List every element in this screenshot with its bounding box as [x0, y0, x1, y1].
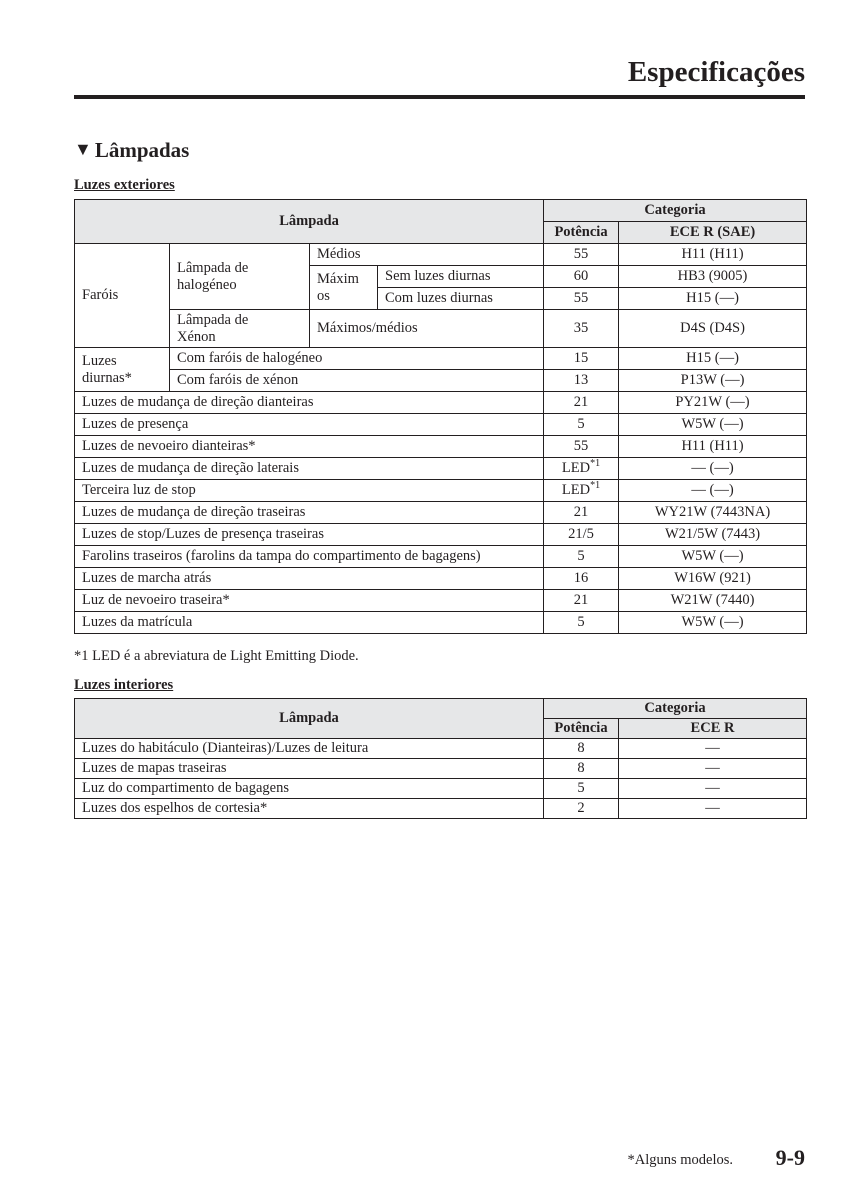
table-row — [75, 546, 807, 568]
header-power: Potência — [544, 222, 619, 244]
medios-power: 55 — [544, 244, 619, 266]
xenon-category: D4S (D4S) — [619, 310, 807, 348]
lamp-name: Luzes de mapas traseiras — [75, 759, 544, 779]
table-row — [75, 612, 807, 634]
header-category: Categoria — [544, 699, 807, 719]
header-power: Potência — [544, 719, 619, 739]
lamp-name: Luzes de stop/Luzes de presença traseiras — [75, 524, 544, 546]
lamp-power: 21/5 — [544, 524, 619, 546]
table-row — [75, 392, 807, 414]
lamp-category: — — [619, 739, 807, 759]
lamp-power: 5 — [544, 779, 619, 799]
lamp-category: — — [619, 779, 807, 799]
table-row — [75, 458, 807, 480]
header-standard: ECE R (SAE) — [619, 222, 807, 244]
interior-lamps-table — [74, 698, 807, 819]
page-number: 9-9 — [775, 1145, 805, 1170]
diurnas-xenon-power: 13 — [544, 370, 619, 392]
lamp-name: Luzes de nevoeiro dianteiras* — [75, 436, 544, 458]
exterior-lamps-table — [74, 199, 807, 634]
lamp-name: Luzes de mudança de direção laterais — [75, 458, 544, 480]
lamp-category: — (—) — [619, 458, 807, 480]
xenon-label: Lâmpada de Xénon — [170, 310, 310, 348]
lamp-category: H11 (H11) — [619, 436, 807, 458]
diurnas-xenon-label: Com faróis de xénon — [170, 370, 544, 392]
lamp-category: WY21W (7443NA) — [619, 502, 807, 524]
lamp-power: 21 — [544, 392, 619, 414]
lamp-power: 8 — [544, 759, 619, 779]
table-row — [75, 436, 807, 458]
lamp-name: Terceira luz de stop — [75, 480, 544, 502]
sem-diurnas-power: 60 — [544, 266, 619, 288]
interior-subhead: Luzes interiores — [74, 677, 174, 693]
xenon-sub-label: Máximos/médios — [310, 310, 544, 348]
sem-diurnas-label: Sem luzes diurnas — [378, 266, 544, 288]
table-row — [75, 590, 807, 612]
diurnas-xenon-category: P13W (—) — [619, 370, 807, 392]
medios-category: H11 (H11) — [619, 244, 807, 266]
header-standard: ECE R — [619, 719, 807, 739]
com-diurnas-power: 55 — [544, 288, 619, 310]
lamp-power: LED$^{*1}$ — [544, 458, 619, 480]
footer-note: *Alguns modelos. — [627, 1152, 733, 1168]
diurnas-halogen-label: Com faróis de halogéneo — [170, 348, 544, 370]
com-diurnas-category: H15 (—) — [619, 288, 807, 310]
lamp-power: LED$^{*1}$ — [544, 480, 619, 502]
xenon-power: 35 — [544, 310, 619, 348]
table-row — [75, 779, 807, 799]
lamp-category: — (—) — [619, 480, 807, 502]
table-row — [75, 759, 807, 779]
chapter-title: Especificações — [627, 56, 805, 88]
table-row — [75, 799, 807, 819]
lamp-power: 16 — [544, 568, 619, 590]
diurnas-label: Luzes diurnas* — [75, 348, 170, 392]
diurnas-halogen-category: H15 (—) — [619, 348, 807, 370]
lamp-name: Luz de nevoeiro traseira* — [75, 590, 544, 612]
lamp-power: 5 — [544, 612, 619, 634]
header-category: Categoria — [544, 200, 807, 222]
medios-label: Médios — [310, 244, 544, 266]
lamp-category: PY21W (—) — [619, 392, 807, 414]
lamp-name: Luzes do habitáculo (Dianteiras)/Luzes de leitura — [75, 739, 544, 759]
lamp-power: 21 — [544, 502, 619, 524]
table-row — [75, 480, 807, 502]
lamp-category: W5W (—) — [619, 546, 807, 568]
lamp-category: — — [619, 799, 807, 819]
section-title: Lâmpadas — [94, 138, 190, 162]
header-lamp: Lâmpada — [75, 699, 544, 739]
lamp-power: 55 — [544, 436, 619, 458]
farois-label: Faróis — [75, 244, 170, 348]
exterior-subhead: Luzes exteriores — [74, 177, 175, 193]
lamp-category: W16W (921) — [619, 568, 807, 590]
lamp-name: Luzes de mudança de direção dianteiras — [75, 392, 544, 414]
triangle-down-icon: ▼ — [74, 139, 92, 159]
table-row — [75, 739, 807, 759]
lamp-category: W5W (—) — [619, 612, 807, 634]
lamp-category: W21W (7440) — [619, 590, 807, 612]
lamp-power: 5 — [544, 546, 619, 568]
halogen-label: Lâmpada de halogéneo — [170, 244, 310, 310]
header-lamp: Lâmpada — [75, 200, 544, 244]
com-diurnas-label: Com luzes diurnas — [378, 288, 544, 310]
led-footnote: *1 LED é a abreviatura de Light Emitting Diode. — [74, 648, 359, 664]
sem-diurnas-category: HB3 (9005) — [619, 266, 807, 288]
diurnas-halogen-power: 15 — [544, 348, 619, 370]
table-row — [75, 524, 807, 546]
lamp-name: Luzes de mudança de direção traseiras — [75, 502, 544, 524]
lamp-category: — — [619, 759, 807, 779]
lamp-name: Luz do compartimento de bagagens — [75, 779, 544, 799]
lamp-name: Luzes da matrícula — [75, 612, 544, 634]
lamp-category: W5W (—) — [619, 414, 807, 436]
lamp-power: 5 — [544, 414, 619, 436]
table-row — [75, 568, 807, 590]
table-row — [75, 414, 807, 436]
lamp-power: 21 — [544, 590, 619, 612]
lamp-name: Farolins traseiros (farolins da tampa do compartimento de bagagens) — [75, 546, 544, 568]
section-heading — [74, 138, 189, 163]
lamp-name: Luzes dos espelhos de cortesia* — [75, 799, 544, 819]
lamp-power: 2 — [544, 799, 619, 819]
header-rule — [74, 95, 805, 99]
lamp-power: 8 — [544, 739, 619, 759]
lamp-name: Luzes de presença — [75, 414, 544, 436]
maximos-label: Máximos — [310, 266, 378, 310]
lamp-category: W21/5W (7443) — [619, 524, 807, 546]
lamp-name: Luzes de marcha atrás — [75, 568, 544, 590]
table-row — [75, 502, 807, 524]
